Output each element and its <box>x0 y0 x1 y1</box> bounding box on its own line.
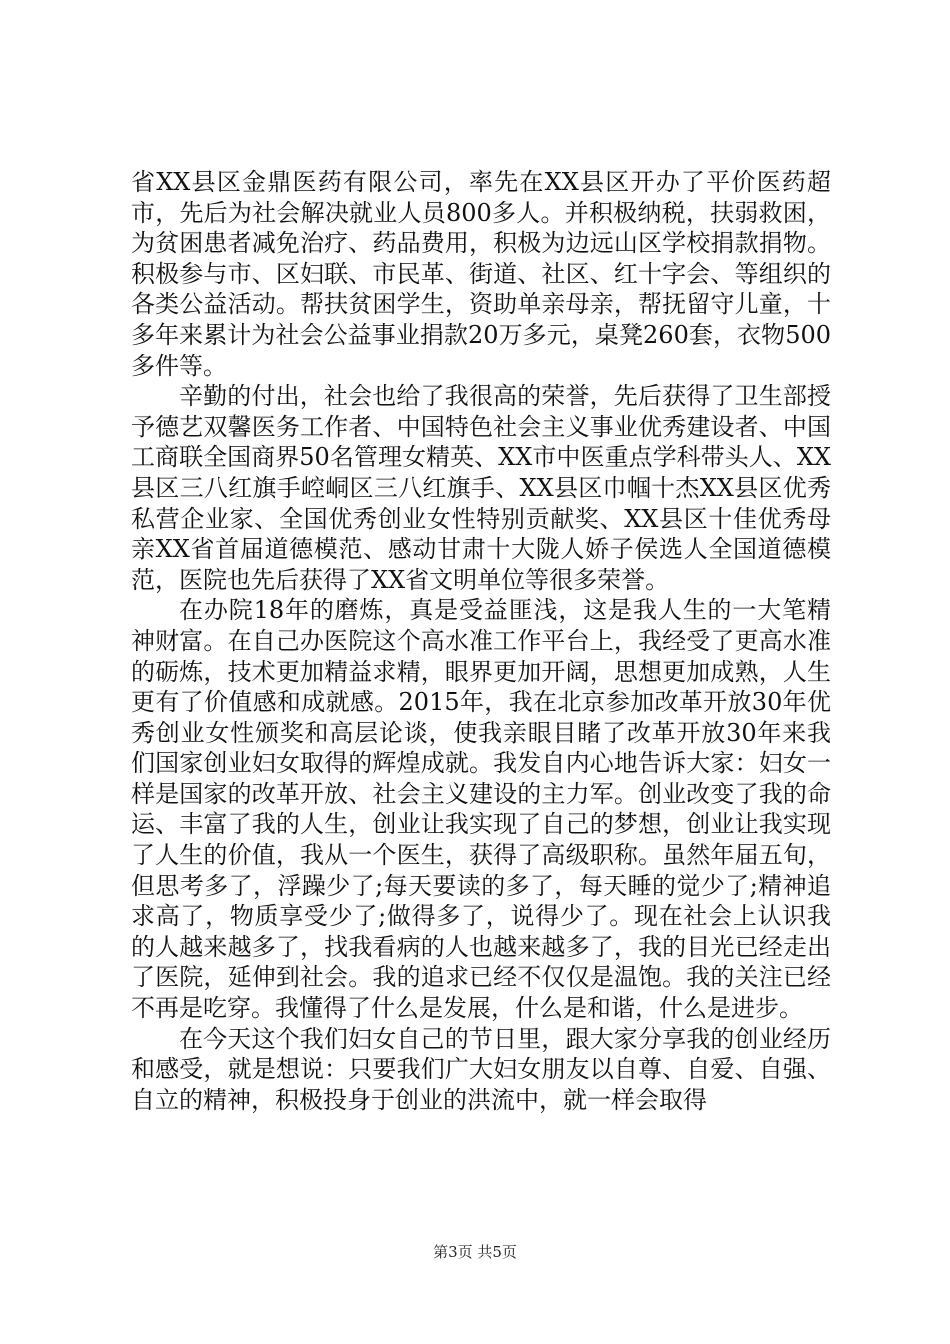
paragraph-2: 辛勤的付出，社会也给了我很高的荣誉，先后获得了卫生部授予德艺双馨医务工作者、中国特色社会主义事业优秀建设者、中国工商联全国商界50名管理女精英、XX市中医重点学科带头人、XX县区三八红旗手崆峒区三八红旗手、XX县区巾帼十杰XX县区优秀私营企业家、全国优秀创业女性特别贡献奖、XX县区十佳优秀母亲XX省首届道德模范、感动甘肃十大陇人娇子侯选人全国道德模范，医院也先后获得了XX省文明单位等很多荣誉。 <box>131 382 831 594</box>
page-footer: 第3页 共5页 <box>433 1243 517 1261</box>
paragraph-1: 省XX县区金鼎医药有限公司，率先在XX县区开办了平价医药超市，先后为社会解决就业人员800多人。并积极纳税，扶弱救困，为贫困患者减免治疗、药品费用，积极为边远山区学校捐款捐物。积极参与市、区妇联、市民革、街道、社区、红十字会、等组织的各类公益活动。帮扶贫困学生，资助单亲母亲，帮抚留守儿童，十多年来累计为社会公益事业捐款20万多元，桌凳260套，衣物500多件等。 <box>131 168 831 380</box>
paragraph-3: 在办院18年的磨炼，真是受益匪浅，这是我人生的一大笔精神财富。在自己办医院这个高水准工作平台上，我经受了更高水准的砺炼，技术更加精益求精，眼界更加开阔，思想更加成熟，人生更有了价值感和成就感。2015年，我在北京参加改革开放30年优秀创业女性颁奖和高层论谈，使我亲眼目睹了改革开放30年来我们国家创业妇女取得的辉煌成就。我发自内心地告诉大家：妇女一样是国家的改革开放、社会主义建设的主力军。创业改变了我的命运、丰富了我的人生，创业让我实现了自己的梦想，创业让我实现了人生的价值，我从一个医生，获得了高级职称。虽然年届五旬，但思考多了，浮躁少了;每天要读的多了，每天睡的觉少了;精神追求高了，物质享受少了;做得多了，说得少了。现在社会上认识我的人越来越多了，找我看病的人也越来越多了，我的目光已经走出了医院，延伸到社会。我的追求已经不仅仅是温饱。我的关注已经不再是吃穿。我懂得了什么是发展，什么是和谐，什么是进步。 <box>131 596 831 1023</box>
paragraph-4: 在今天这个我们妇女自己的节日里，跟大家分享我的创业经历和感受，就是想说：只要我们广大妇女朋友以自尊、自爱、自强、自立的精神，积极投身于创业的洪流中，就一样会取得 <box>131 1024 831 1114</box>
body-text <box>131 167 831 1115</box>
